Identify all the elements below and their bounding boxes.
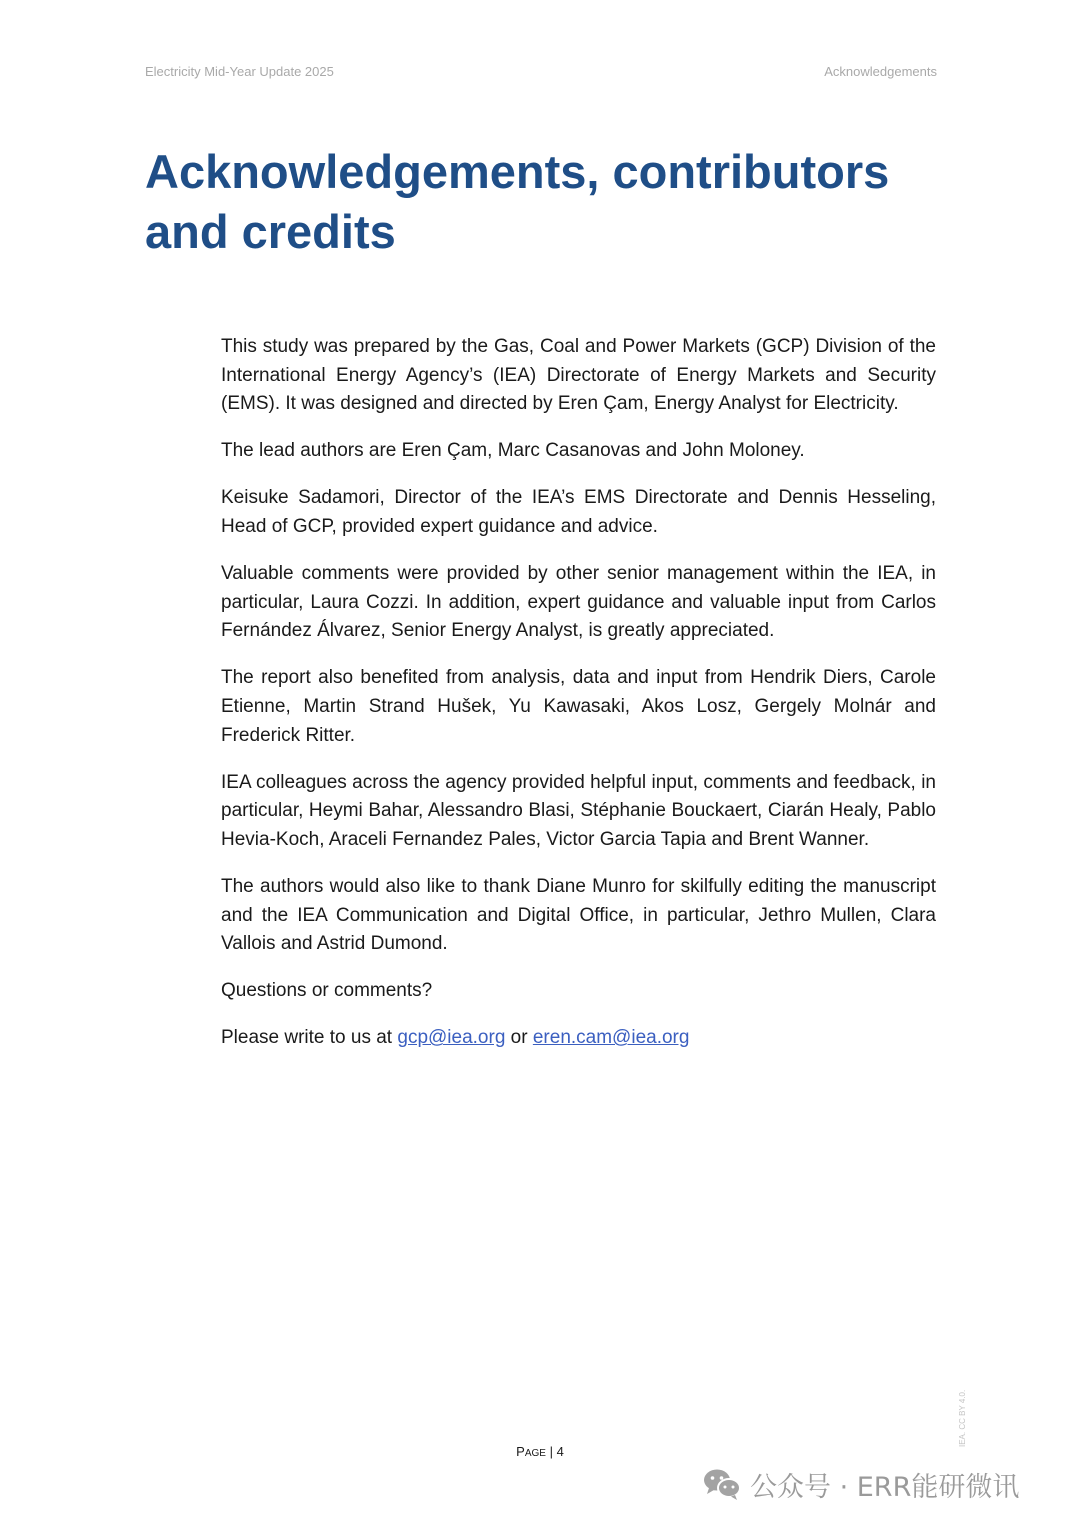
paragraph-study-preparation: This study was prepared by the Gas, Coal and Power Markets (GCP) Division of the International Energy Agency’s (IEA) Directorate of Energy Markets and Security (EMS). It was designed and directed by Eren Çam, Energy Analyst for Electricity. bbox=[221, 336, 936, 415]
page-separator: | bbox=[545, 1444, 557, 1459]
contact-prefix: Please write to us at bbox=[221, 1027, 398, 1049]
license-note: IEA. CC BY 4.0. bbox=[958, 1389, 967, 1447]
questions-heading: Questions or comments? bbox=[221, 980, 433, 1002]
section-name-header: Acknowledgements bbox=[824, 64, 937, 79]
paragraph-analysis-contributors: The report also benefited from analysis, data and input from Hendrik Diers, Carole Etienne, Martin Strand Hušek, Yu Kawasaki, Akos Losz, Gergely Molnár and Frederick Ritter. bbox=[221, 667, 936, 746]
paragraph-senior-comments: Valuable comments were provided by other senior management within the IEA, in particular, Laura Cozzi. In addition, expert guidance and valuable input from Carlos Fernández Álvarez, Senior Energy Analyst, is greatly appreciated. bbox=[221, 563, 936, 642]
contact-or: or bbox=[505, 1027, 533, 1049]
paragraph-editing-thanks: The authors would also like to thank Diane Munro for skilfully editing the manuscript and the IEA Communication and Digital Office, in particular, Jethro Mullen, Clara Vallois and Astrid Dumond. bbox=[221, 875, 936, 955]
page-label-first: P bbox=[516, 1444, 525, 1459]
paragraph-guidance: Keisuke Sadamori, Director of the IEA’s EMS Directorate and Dennis Hesseling, Head of GCP, provided expert guidance and advice. bbox=[221, 487, 936, 537]
wechat-icon bbox=[702, 1467, 742, 1501]
email-link-eren-cam[interactable]: eren.cam@iea.org bbox=[532, 1027, 690, 1049]
page-number-value: 4 bbox=[556, 1444, 564, 1459]
paragraph-lead-authors: The lead authors are Eren Çam, Marc Casanovas and John Moloney. bbox=[221, 440, 805, 462]
acknowledgements-body bbox=[221, 333, 936, 1071]
report-title-header: Electricity Mid-Year Update 2025 bbox=[145, 64, 334, 79]
contact-line bbox=[221, 1024, 936, 1053]
running-header bbox=[145, 64, 937, 82]
page-number bbox=[0, 1444, 1080, 1459]
wechat-watermark bbox=[702, 1464, 1019, 1504]
paragraph-iea-colleagues: IEA colleagues across the agency provided helpful input, comments and feedback, in particular, Heymi Bahar, Alessandro Blasi, Stéphanie Bouckaert, Ciarán Healy, Pablo Hevia-Koch, Araceli Fernandez Pales, Victor Garcia Tapia and Brent Wanner. bbox=[221, 771, 936, 850]
page-label-rest: AGE bbox=[524, 1448, 546, 1459]
watermark-text: 公众号 · ERR能研微讯 bbox=[750, 1471, 1020, 1503]
page-title bbox=[145, 142, 945, 262]
email-link-gcp[interactable]: gcp@iea.org bbox=[397, 1027, 506, 1049]
page-title-line-1: Acknowledgements, contributors bbox=[145, 145, 890, 198]
page-title-line-2: and credits bbox=[145, 205, 396, 258]
